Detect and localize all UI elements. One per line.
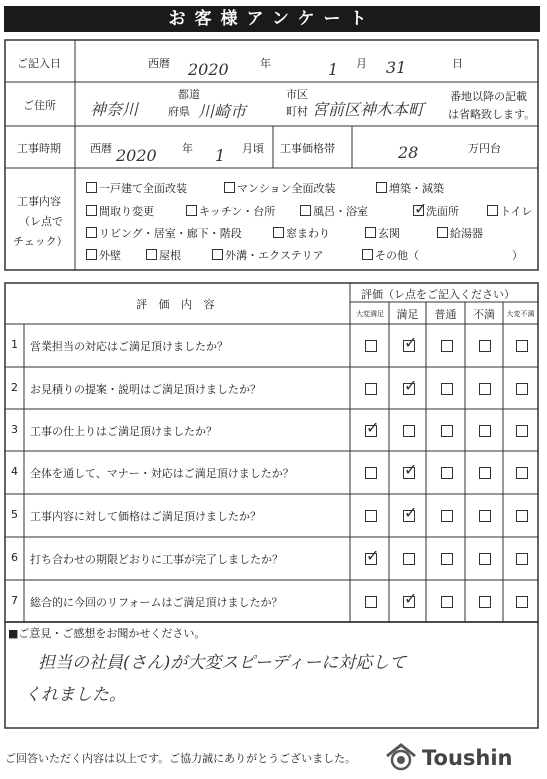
- question-number: 2: [11, 381, 18, 394]
- rating-checkbox[interactable]: [441, 383, 453, 395]
- question-number: 3: [11, 423, 18, 436]
- option-washroom[interactable]: ✓ 洗面所: [414, 199, 459, 218]
- option-water-heater[interactable]: 給湯器: [437, 225, 483, 241]
- prefecture-unit-bottom: 府県: [168, 105, 190, 118]
- option-kitchen[interactable]: キッチン・台所: [186, 203, 275, 219]
- question-number: 7: [11, 594, 18, 607]
- entry-date-era: 西暦: [148, 57, 170, 70]
- option-other-close: ）: [512, 249, 523, 262]
- question-text: 総合的に今回のリフォームはご満足頂けましたか？: [30, 596, 283, 609]
- question-number: 6: [11, 551, 18, 564]
- option-roof[interactable]: 屋根: [146, 247, 181, 263]
- question-number: 4: [11, 465, 18, 478]
- option-full-house[interactable]: 一戸建て全面改装: [86, 180, 187, 196]
- footer-thanks: ご回答いただく内容は以上です。ご協力誠にありがとうございました。: [5, 752, 357, 765]
- rating-checkbox[interactable]: [441, 340, 453, 352]
- comment-line1[interactable]: 担当の社員(さん)が大変スピーディーに対応して: [38, 653, 407, 673]
- option-bath[interactable]: 風呂・浴室: [300, 203, 368, 219]
- column-satisfied: 満足: [396, 308, 419, 321]
- work-content-label: 工事内容: [17, 195, 61, 208]
- check-mark-icon: ✓: [404, 333, 418, 352]
- rating-checkbox[interactable]: [403, 425, 415, 437]
- rating-checkbox[interactable]: [516, 340, 528, 352]
- option-extension[interactable]: 増築・減築: [376, 180, 444, 196]
- entry-month-value[interactable]: 1: [328, 60, 339, 79]
- column-normal: 普通: [434, 308, 457, 321]
- checkbox-icon[interactable]: [376, 182, 387, 193]
- construction-year-unit: 年: [182, 142, 193, 155]
- entry-year-unit: 年: [260, 57, 271, 70]
- check-mark-icon: ✓: [366, 418, 380, 437]
- construction-year-value[interactable]: 2020: [116, 146, 157, 165]
- checkbox-icon[interactable]: [86, 227, 97, 238]
- rating-checkbox[interactable]: [365, 467, 377, 479]
- brand-name: Toushin: [422, 746, 513, 770]
- work-content-hint-line2: チェック）: [13, 235, 68, 248]
- address-city-value[interactable]: 川崎市: [198, 102, 247, 121]
- rating-checkbox[interactable]: [441, 425, 453, 437]
- checkbox-icon[interactable]: [300, 205, 311, 216]
- construction-era: 西暦: [90, 142, 112, 155]
- checkbox-icon[interactable]: [186, 205, 197, 216]
- question-text: 工事の仕上りはご満足頂けましたか？: [30, 425, 217, 438]
- check-mark-icon: ✓: [404, 503, 418, 522]
- checkbox-icon[interactable]: [86, 249, 97, 260]
- question-text: 営業担当の対応はご満足頂けましたか？: [30, 340, 228, 353]
- form-title: お客様アンケート: [4, 6, 540, 32]
- rating-checkbox[interactable]: [441, 510, 453, 522]
- rating-checkbox[interactable]: [479, 596, 491, 608]
- prefecture-unit-top: 都道: [178, 88, 200, 101]
- rating-checkbox[interactable]: [441, 467, 453, 479]
- checkbox-icon[interactable]: [437, 227, 448, 238]
- column-very-satisfied: 大変満足: [356, 310, 384, 318]
- rating-checkbox[interactable]: [479, 340, 491, 352]
- rating-checkbox[interactable]: [516, 510, 528, 522]
- rating-checkbox[interactable]: [479, 425, 491, 437]
- entry-year-value[interactable]: 2020: [188, 60, 229, 79]
- address-label: ご住所: [23, 99, 56, 112]
- rating-checkbox[interactable]: [441, 553, 453, 565]
- question-text: お見積りの提案・説明はご満足頂けましたか？: [30, 383, 261, 396]
- rating-checkbox[interactable]: [365, 596, 377, 608]
- rating-checkbox[interactable]: [479, 510, 491, 522]
- option-toilet[interactable]: トイレ: [487, 203, 532, 219]
- option-exterior[interactable]: 外溝・エクステリア: [212, 247, 324, 263]
- checkbox-icon[interactable]: [212, 249, 223, 260]
- construction-period-label: 工事時期: [17, 142, 61, 155]
- option-exterior-wall[interactable]: 外壁: [86, 247, 121, 263]
- rating-checkbox[interactable]: [516, 383, 528, 395]
- rating-checkbox[interactable]: [516, 467, 528, 479]
- construction-month-value[interactable]: 1: [215, 146, 226, 165]
- checkbox-icon[interactable]: [273, 227, 284, 238]
- option-entrance[interactable]: 玄関: [365, 225, 400, 241]
- question-number: 1: [11, 338, 18, 351]
- check-mark-icon: ✓: [414, 199, 428, 218]
- work-content-hint-line1: （レ点で: [19, 215, 63, 228]
- toushin-logo-icon: [384, 742, 418, 772]
- check-mark-icon: ✓: [404, 589, 418, 608]
- check-mark-icon: ✓: [404, 376, 418, 395]
- option-other[interactable]: その他（: [362, 247, 419, 263]
- question-text: 全体を通して、マナー・対応はご満足頂けましたか？: [30, 467, 294, 480]
- check-mark-icon: ✓: [404, 460, 418, 479]
- rating-checkbox[interactable]: [365, 383, 377, 395]
- checkbox-icon[interactable]: [487, 205, 498, 216]
- entry-month-unit: 月: [356, 57, 367, 70]
- price-range-unit: 万円台: [468, 142, 501, 155]
- evaluation-rating-header: 評価（レ点をご記入ください）: [361, 288, 515, 301]
- check-mark-icon: ✓: [366, 546, 380, 565]
- checkbox-icon[interactable]: [146, 249, 157, 260]
- checkbox-icon[interactable]: [365, 227, 376, 238]
- address-note-line2: は省略致します。: [448, 108, 536, 121]
- address-prefecture-value[interactable]: 神奈川: [90, 100, 139, 119]
- price-range-label: 工事価格帯: [280, 142, 335, 155]
- rating-checkbox[interactable]: [441, 596, 453, 608]
- option-windows[interactable]: 窓まわり: [273, 225, 330, 241]
- column-very-dissatisfied: 大変不満: [506, 310, 535, 318]
- city-unit-top: 市区: [286, 88, 308, 101]
- rating-checkbox[interactable]: [516, 425, 528, 437]
- column-dissatisfied: 不満: [473, 308, 495, 321]
- entry-date-label: ご記入日: [17, 57, 61, 70]
- rating-checkbox[interactable]: [403, 553, 415, 565]
- rating-checkbox[interactable]: [479, 553, 491, 565]
- rating-checkbox[interactable]: [479, 467, 491, 479]
- checkbox-icon[interactable]: [86, 182, 97, 193]
- checkbox-icon[interactable]: [362, 249, 373, 260]
- rating-checkbox[interactable]: [516, 553, 528, 565]
- city-unit-bottom: 町村: [286, 105, 308, 118]
- rating-checkbox[interactable]: [516, 596, 528, 608]
- checkbox-icon[interactable]: [86, 205, 97, 216]
- option-full-condo[interactable]: マンション全面改装: [224, 180, 336, 196]
- checkbox-icon[interactable]: [224, 182, 235, 193]
- construction-month-unit: 月頃: [242, 142, 264, 155]
- option-layout[interactable]: 間取り変更: [86, 203, 154, 219]
- rating-checkbox[interactable]: [365, 340, 377, 352]
- evaluation-content-header: 評 価 内 容: [136, 298, 219, 311]
- option-living[interactable]: リビング・居室・廊下・階段: [86, 225, 242, 241]
- address-note-line1: 番地以降の記載: [450, 90, 527, 103]
- question-text: 工事内容に対して価格はご満足頂けましたか？: [30, 510, 261, 523]
- entry-day-unit: 日: [452, 57, 463, 70]
- question-text: 打ち合わせの期限どおりに工事が完了しましたか？: [30, 553, 283, 566]
- entry-day-value[interactable]: 31: [386, 58, 407, 77]
- comment-line2[interactable]: くれました。: [24, 685, 126, 705]
- rating-checkbox[interactable]: [365, 510, 377, 522]
- address-town-value[interactable]: 宮前区神木本町: [312, 100, 425, 119]
- rating-checkbox[interactable]: [479, 383, 491, 395]
- price-range-value[interactable]: 28: [398, 143, 419, 162]
- question-number: 5: [11, 508, 18, 521]
- comments-label: ■ご意見・ご感想をお聞かせください。: [8, 627, 206, 640]
